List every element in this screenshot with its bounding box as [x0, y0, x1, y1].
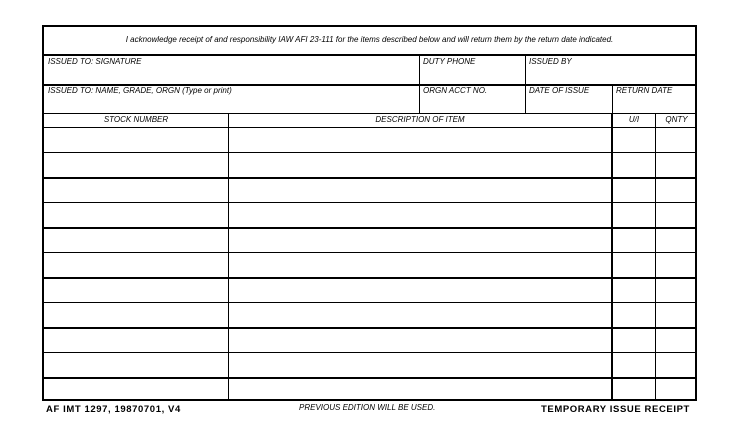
column-header-ui: U/I [628, 115, 640, 124]
column-header-stock-number: STOCK NUMBER [103, 115, 169, 124]
issued-to-name-label: ISSUED TO: NAME, GRADE, ORGN (Type or print) [48, 86, 232, 95]
divider [228, 113, 229, 401]
table-row [44, 177, 695, 179]
column-header-description: DESCRIPTION OF ITEM [375, 115, 465, 124]
divider [525, 54, 526, 113]
table-row [44, 352, 695, 353]
acknowledgment-text: I acknowledge receipt of and responsibility IAW AFI 23-111 for the items described below and will return them by the return date indicated. [125, 35, 614, 44]
divider [612, 84, 613, 113]
table-row [44, 277, 695, 279]
divider [419, 54, 420, 113]
divider [44, 113, 695, 114]
divider [611, 113, 613, 401]
table-row [44, 327, 695, 329]
date-of-issue-label: DATE OF ISSUE [529, 86, 590, 95]
form-id: AF IMT 1297, 19870701, V4 [46, 404, 181, 415]
table-row [44, 377, 695, 379]
form-title: TEMPORARY ISSUE RECEIPT [541, 404, 690, 415]
issued-by-label: ISSUED BY [529, 57, 572, 66]
table-row [44, 152, 695, 153]
temporary-issue-receipt-form [42, 25, 697, 401]
issued-to-signature-label: ISSUED TO: SIGNATURE [48, 57, 142, 66]
column-header-qnty: QNTY [665, 115, 688, 124]
divider [44, 54, 695, 56]
duty-phone-label: DUTY PHONE [423, 57, 476, 66]
divider [655, 113, 656, 401]
edition-note: PREVIOUS EDITION WILL BE USED. [299, 403, 436, 412]
table-row [44, 302, 695, 303]
table-row [44, 252, 695, 253]
divider [44, 127, 695, 128]
orgn-acct-no-label: ORGN ACCT NO. [423, 86, 488, 95]
table-row [44, 202, 695, 203]
table-row [44, 227, 695, 229]
return-date-label: RETURN DATE [616, 86, 673, 95]
